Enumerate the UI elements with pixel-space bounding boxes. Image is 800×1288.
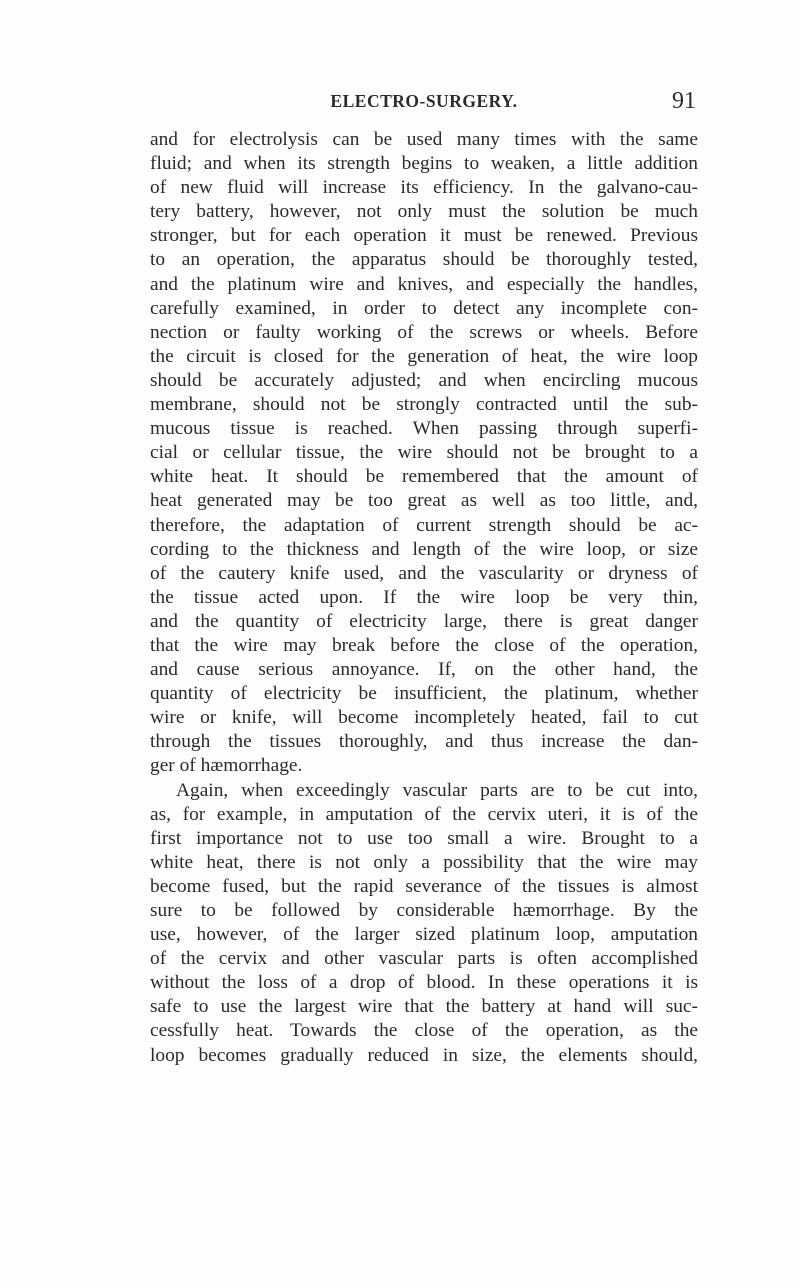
text-line: of the cervix and other vascular parts is often accomplished <box>150 948 698 970</box>
text-line: carefully examined, in order to detect any incomplete con- <box>150 297 698 319</box>
text-line: safe to use the largest wire that the battery at hand will suc- <box>150 996 698 1018</box>
text-line: quantity of electricity be insufficient, the platinum, whether <box>150 683 698 705</box>
text-line: wire or knife, will become incompletely heated, fail to cut <box>150 707 698 729</box>
text-line: ger of hæmorrhage. <box>150 755 303 777</box>
page-number: 91 <box>672 88 696 114</box>
text-line: first importance not to use too small a wire. Brought to a <box>150 827 698 849</box>
text-line: nection or faulty working of the screws or wheels. Before <box>150 321 698 343</box>
text-line: membrane, should not be strongly contracted until the sub- <box>150 394 698 416</box>
text-line: use, however, of the larger sized platinum loop, amputation <box>150 924 698 946</box>
text-line: tery battery, however, not only must the solution be much <box>150 201 698 223</box>
text-line: cessfully heat. Towards the close of the operation, as the <box>150 1020 698 1042</box>
text-line: and the platinum wire and knives, and especially the handles, <box>150 273 698 295</box>
text-line: of new fluid will increase its efficiency. In the galvano-cau- <box>150 177 698 199</box>
text-line: heat generated may be too great as well as too little, and, <box>150 490 698 512</box>
text-line: as, for example, in amputation of the cervix uteri, it is of the <box>150 803 698 825</box>
body-text <box>150 128 698 1068</box>
text-line: through the tissues thoroughly, and thus increase the dan- <box>150 731 698 753</box>
running-title: ELECTRO-SURGERY. <box>330 91 518 111</box>
text-line: stronger, but for each operation it must be renewed. Previous <box>150 225 698 247</box>
text-line: become fused, but the rapid severance of the tissues is almost <box>150 875 698 897</box>
text-line: fluid; and when its strength begins to weaken, a little addition <box>150 153 698 175</box>
text-line: and for electrolysis can be used many times with the same <box>150 129 698 150</box>
text-line: of the cautery knife used, and the vascularity or dryness of <box>150 562 698 584</box>
text-line: without the loss of a drop of blood. In these operations it is <box>150 972 698 994</box>
running-head <box>150 88 698 118</box>
text-line: white heat, there is not only a possibility that the wire may <box>150 851 698 873</box>
text-line: the circuit is closed for the generation of heat, the wire loop <box>150 345 698 367</box>
text-line: to an operation, the apparatus should be thoroughly tested, <box>150 249 698 271</box>
text-line: white heat. It should be remembered that the amount of <box>150 466 698 488</box>
text-line: Again, when exceedingly vascular parts are to be cut into, <box>176 779 698 801</box>
text-line: and the quantity of electricity large, there is great danger <box>150 610 698 632</box>
paragraph <box>150 128 698 779</box>
text-line: should be accurately adjusted; and when encircling mucous <box>150 369 698 391</box>
text-line: the tissue acted upon. If the wire loop be very thin, <box>150 586 698 608</box>
paragraph <box>150 779 698 1068</box>
text-line: that the wire may break before the close of the operation, <box>150 634 698 656</box>
text-line: therefore, the adaptation of current strength should be ac- <box>150 514 698 536</box>
text-line: cial or cellular tissue, the wire should not be brought to a <box>150 442 698 464</box>
text-line: and cause serious annoyance. If, on the other hand, the <box>150 659 698 681</box>
text-line: cording to the thickness and length of the wire loop, or size <box>150 538 698 560</box>
text-line: mucous tissue is reached. When passing through superfi- <box>150 418 698 440</box>
text-line: sure to be followed by considerable hæmorrhage. By the <box>150 900 698 921</box>
text-line: loop becomes gradually reduced in size, the elements should, <box>150 1044 698 1066</box>
